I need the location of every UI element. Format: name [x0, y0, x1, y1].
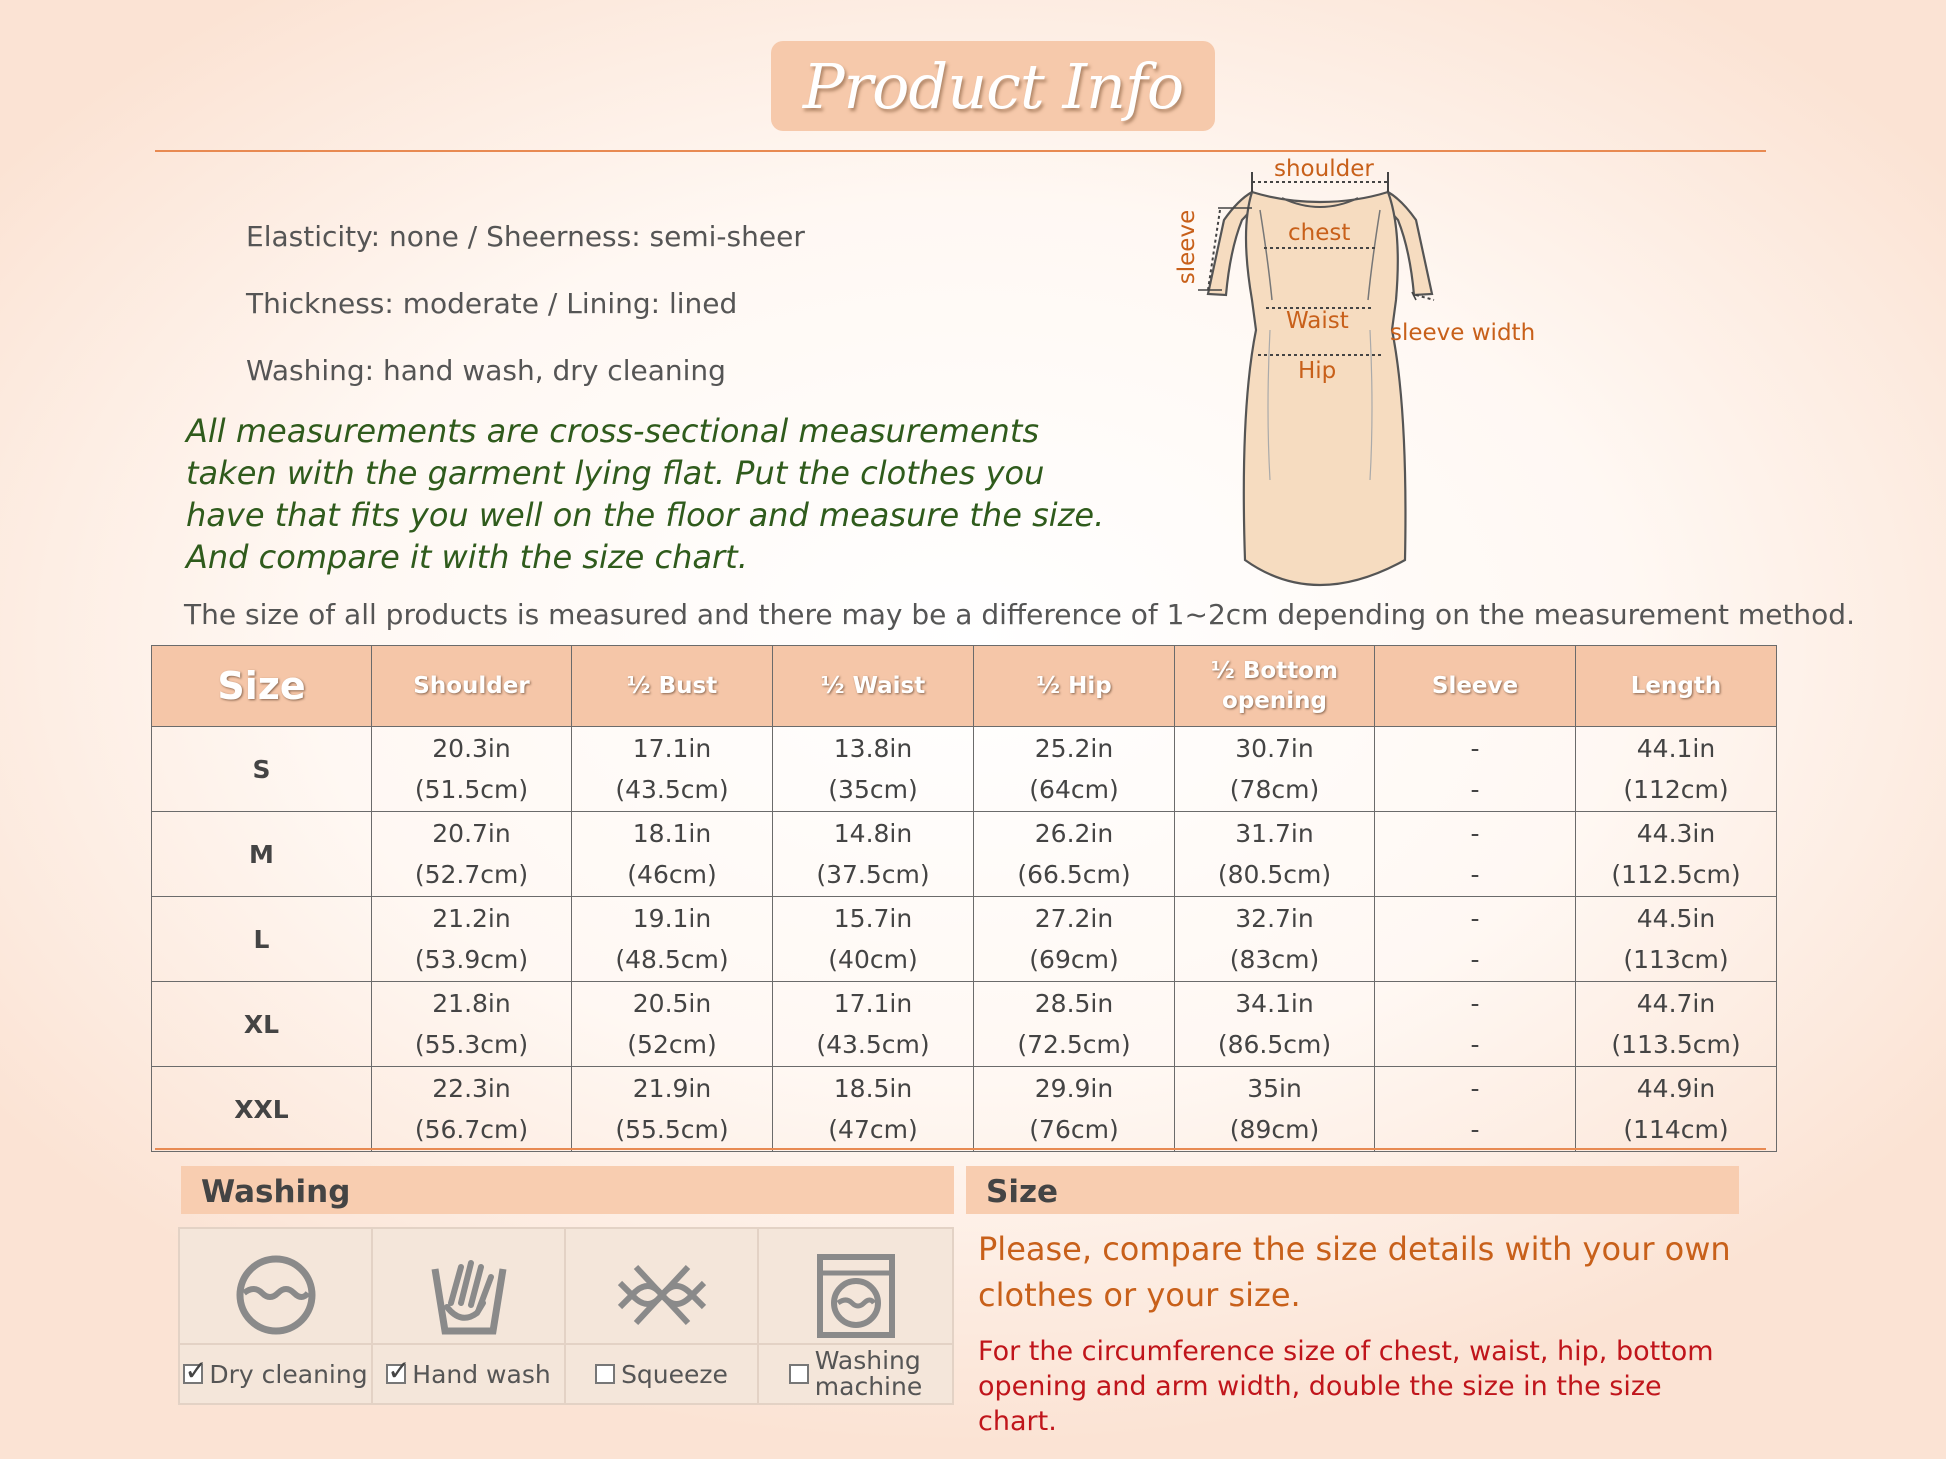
- size-compare-note: Please, compare the size details with your own clothes or your size.: [978, 1230, 1731, 1314]
- value-cm: -: [1470, 1030, 1480, 1059]
- value-inches: 22.3in: [432, 1074, 511, 1103]
- dress-diagram: [1160, 150, 1580, 595]
- value-inches: 32.7in: [1235, 904, 1314, 933]
- value-inches: 18.5in: [833, 1074, 913, 1103]
- value-inches: 17.1in: [632, 734, 712, 763]
- washing-machine-icon: [808, 1247, 904, 1343]
- spec-elasticity: Elasticity: none / Sheerness: semi-sheer: [246, 220, 805, 253]
- col-header-waist: ½ Waist: [773, 646, 974, 727]
- cell-length: [1576, 982, 1777, 1067]
- value-cm: (113.5cm): [1611, 1030, 1741, 1059]
- value-inches: 44.3in: [1636, 819, 1716, 848]
- dry-cleaning-label: Dry cleaning: [209, 1359, 368, 1389]
- table-row: [152, 982, 1777, 1067]
- value-inches: -: [1470, 734, 1480, 763]
- cell-waist: [773, 812, 974, 897]
- value-inches: 19.1in: [632, 904, 712, 933]
- value-cm: -: [1470, 860, 1480, 889]
- cell-shoulder: [372, 727, 572, 812]
- value-inches: 17.1in: [833, 989, 913, 1018]
- wash-item-hand-wash: [373, 1229, 566, 1403]
- value-cm: (47cm): [828, 1115, 918, 1144]
- value-inches: 30.7in: [1235, 734, 1314, 763]
- table-row: [152, 812, 1777, 897]
- hand-wash-checkbox: [386, 1364, 406, 1384]
- value-inches: -: [1470, 989, 1480, 1018]
- hand-wash-label: Hand wash: [412, 1359, 551, 1389]
- cell-shoulder: [372, 812, 572, 897]
- cell-length: [1576, 812, 1777, 897]
- value-cm: (64cm): [1029, 775, 1119, 804]
- value-cm: (80.5cm): [1217, 860, 1332, 889]
- cell-bottom-opening: [1175, 897, 1375, 982]
- dry-cleaning-icon: [228, 1247, 324, 1343]
- value-inches: 21.9in: [632, 1074, 712, 1103]
- value-cm: (51.5cm): [414, 775, 529, 804]
- value-cm: (43.5cm): [615, 775, 729, 804]
- cell-bottom-opening: [1175, 727, 1375, 812]
- value-cm: (72.5cm): [1017, 1030, 1131, 1059]
- squeeze-checkbox: [595, 1364, 615, 1384]
- table-row: [152, 1067, 1777, 1152]
- size-table-header: [152, 646, 1777, 727]
- measurement-disclaimer: The size of all products is measured and there may be a difference of 1~2cm depending on the measurement method.: [184, 598, 1855, 631]
- washing-heading: Washing: [181, 1166, 954, 1214]
- value-inches: 44.7in: [1636, 989, 1716, 1018]
- value-cm: (66.5cm): [1017, 860, 1131, 889]
- col-header-bust: ½ Bust: [572, 646, 773, 727]
- cell-length: [1576, 1067, 1777, 1152]
- value-cm: (114cm): [1623, 1115, 1729, 1144]
- label-sleeve-width: sleeve width: [1390, 320, 1536, 346]
- col-header-sleeve: Sleeve: [1375, 646, 1576, 727]
- value-inches: 21.2in: [432, 904, 511, 933]
- mid-divider: [155, 1148, 1766, 1150]
- value-cm: (48.5cm): [615, 945, 729, 974]
- cell-sleeve: [1375, 727, 1576, 812]
- size-chart-table: [151, 645, 1777, 1152]
- value-inches: 44.1in: [1636, 734, 1716, 763]
- value-cm: (52.7cm): [414, 860, 529, 889]
- squeeze-label: Squeeze: [621, 1359, 728, 1389]
- value-cm: (46cm): [627, 860, 717, 889]
- cell-bust: [572, 727, 773, 812]
- value-cm: (112.5cm): [1611, 860, 1741, 889]
- value-cm: (83cm): [1229, 945, 1320, 974]
- value-cm: (113cm): [1623, 945, 1729, 974]
- col-header-bottom-opening: ½ Bottom opening: [1175, 646, 1375, 727]
- page-title: Product Info: [802, 49, 1184, 123]
- value-inches: 44.9in: [1636, 1074, 1716, 1103]
- wash-item-washing-machine: [759, 1229, 952, 1403]
- value-inches: 29.9in: [1034, 1074, 1114, 1103]
- value-cm: (35cm): [828, 775, 918, 804]
- wash-item-dry-cleaning: [180, 1229, 373, 1403]
- value-cm: (86.5cm): [1217, 1030, 1332, 1059]
- size-label: S: [152, 727, 372, 812]
- value-cm: (53.9cm): [414, 945, 529, 974]
- col-header-hip: ½ Hip: [974, 646, 1175, 727]
- value-inches: 20.5in: [632, 989, 712, 1018]
- value-cm: (55.5cm): [615, 1115, 729, 1144]
- cell-shoulder: [372, 897, 572, 982]
- washing-machine-checkbox: [789, 1364, 809, 1384]
- value-cm: (43.5cm): [816, 1030, 930, 1059]
- cell-sleeve: [1375, 812, 1576, 897]
- cell-hip: [974, 727, 1175, 812]
- spec-thickness: Thickness: moderate / Lining: lined: [246, 287, 738, 320]
- label-sleeve: sleeve: [1174, 209, 1201, 285]
- cell-length: [1576, 897, 1777, 982]
- cell-sleeve: [1375, 982, 1576, 1067]
- measurement-note: All measurements are cross-sectional measurements taken with the garment lying flat. Put the clothes you have that fits you well on the floor and measure the size. And compare it with the size chart.: [186, 412, 1105, 576]
- size-heading: Size: [966, 1166, 1739, 1214]
- cell-hip: [974, 897, 1175, 982]
- cell-waist: [773, 897, 974, 982]
- wash-item-squeeze: [566, 1229, 759, 1403]
- value-cm: (76cm): [1029, 1115, 1119, 1144]
- size-label: M: [152, 812, 372, 897]
- size-label: L: [152, 897, 372, 982]
- size-circumference-note: For the circumference size of chest, waist, hip, bottom opening and arm width, double the size in the size chart.: [978, 1336, 1714, 1437]
- value-inches: -: [1470, 904, 1480, 933]
- cell-length: [1576, 727, 1777, 812]
- value-inches: 20.7in: [432, 819, 511, 848]
- cell-bust: [572, 897, 773, 982]
- cell-bottom-opening: [1175, 1067, 1375, 1152]
- value-cm: (112cm): [1623, 775, 1729, 804]
- cell-waist: [773, 1067, 974, 1152]
- title-banner: [771, 41, 1215, 131]
- value-inches: 31.7in: [1235, 819, 1314, 848]
- value-inches: 44.5in: [1636, 904, 1716, 933]
- label-hip: Hip: [1298, 358, 1337, 384]
- value-cm: (89cm): [1229, 1115, 1320, 1144]
- cell-bottom-opening: [1175, 812, 1375, 897]
- value-inches: 34.1in: [1235, 989, 1314, 1018]
- cell-bust: [572, 1067, 773, 1152]
- cell-sleeve: [1375, 1067, 1576, 1152]
- value-inches: 18.1in: [632, 819, 712, 848]
- value-inches: 35in: [1247, 1074, 1302, 1103]
- value-inches: 15.7in: [833, 904, 913, 933]
- label-waist: Waist: [1286, 308, 1349, 334]
- washing-machine-label-2: machine: [814, 1372, 923, 1401]
- value-cm: (52cm): [627, 1030, 717, 1059]
- value-inches: 28.5in: [1034, 989, 1114, 1018]
- value-cm: -: [1470, 1115, 1480, 1144]
- table-row: [152, 897, 1777, 982]
- value-cm: (78cm): [1229, 775, 1320, 804]
- value-inches: 20.3in: [432, 734, 511, 763]
- cell-hip: [974, 812, 1175, 897]
- washing-machine-label: Washing: [814, 1346, 921, 1375]
- value-inches: 21.8in: [432, 989, 511, 1018]
- col-header-length: Length: [1576, 646, 1777, 727]
- value-cm: -: [1470, 775, 1480, 804]
- do-not-wring-icon: [614, 1247, 710, 1343]
- value-cm: (55.3cm): [414, 1030, 529, 1059]
- cell-sleeve: [1375, 897, 1576, 982]
- cell-bust: [572, 982, 773, 1067]
- cell-waist: [773, 982, 974, 1067]
- value-cm: (69cm): [1029, 945, 1119, 974]
- value-inches: -: [1470, 1074, 1480, 1103]
- cell-shoulder: [372, 1067, 572, 1152]
- cell-hip: [974, 982, 1175, 1067]
- cell-bottom-opening: [1175, 982, 1375, 1067]
- value-inches: 13.8in: [833, 734, 913, 763]
- label-shoulder: shoulder: [1274, 156, 1374, 182]
- cell-waist: [773, 727, 974, 812]
- table-row: [152, 727, 1777, 812]
- cell-shoulder: [372, 982, 572, 1067]
- cell-bust: [572, 812, 773, 897]
- dry-cleaning-checkbox: [183, 1364, 203, 1384]
- spec-washing: Washing: hand wash, dry cleaning: [246, 354, 726, 387]
- value-inches: 14.8in: [833, 819, 913, 848]
- value-cm: (40cm): [828, 945, 918, 974]
- value-inches: 27.2in: [1034, 904, 1114, 933]
- value-cm: -: [1470, 945, 1480, 974]
- size-label: XXL: [152, 1067, 372, 1152]
- label-chest: chest: [1288, 220, 1351, 246]
- value-inches: 26.2in: [1034, 819, 1114, 848]
- value-inches: 25.2in: [1034, 734, 1114, 763]
- value-inches: -: [1470, 819, 1480, 848]
- hand-wash-icon: [421, 1247, 517, 1343]
- value-cm: (56.7cm): [414, 1115, 529, 1144]
- cell-hip: [974, 1067, 1175, 1152]
- size-label: XL: [152, 982, 372, 1067]
- col-header-size: Size: [152, 646, 372, 727]
- washing-icons-grid: [178, 1227, 954, 1405]
- col-header-shoulder: Shoulder: [372, 646, 572, 727]
- value-cm: (37.5cm): [816, 860, 930, 889]
- dress-illustration: [1160, 150, 1580, 595]
